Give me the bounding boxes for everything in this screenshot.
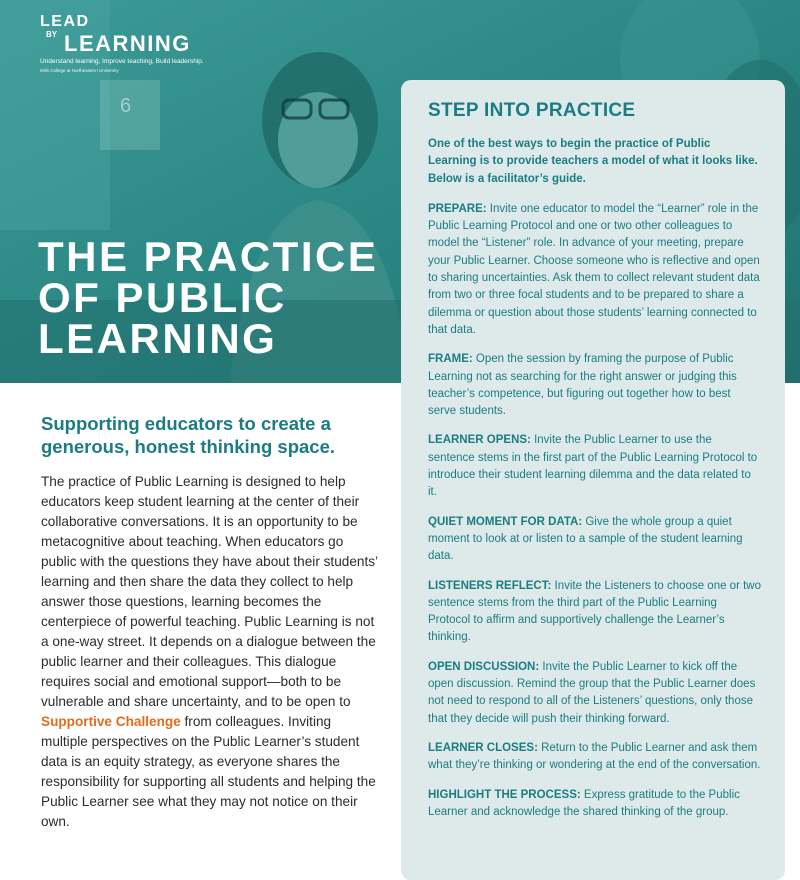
step-label: LISTENERS REFLECT:	[428, 579, 552, 592]
step-label: LEARNER CLOSES:	[428, 741, 538, 754]
logo-by: BY	[46, 30, 58, 39]
logo-lead: LEAD	[40, 13, 90, 30]
step-label: HIGHLIGHT THE PROCESS:	[428, 788, 581, 801]
supportive-challenge-link[interactable]: Supportive Challenge	[41, 714, 181, 729]
step-text: Invite the Listeners to choose one or two sentence stems from the third part of the Public Learning Protocol to affirm and supportively challenge the Learner’s thinking.	[428, 579, 761, 644]
step-text: Give the whole group a quiet moment to look at or listen to a sample of the student learning data.	[428, 515, 743, 563]
intro-body-after-link: from colleagues. Inviting multiple perspectives on the Public Learner’s student data is an equity strategy, as everyone shares the responsibility for supporting all students and helping the Public Learner see what they may not notice on their own.	[41, 714, 376, 829]
step-listeners-reflect	[428, 578, 761, 647]
intro-body-before-link: The practice of Public Learning is designed to help educators keep student learning at the center of their collaborative conversations. It is an opportunity to be metacognitive about teaching. When educators go public with the questions they have about their students’ learning and then share the data they collect to help answer those questions, learning becomes the centerpiece of powerful teaching. Public Learning is not a one-way street. It depends on a dialogue between the public learner and their colleagues. This dialogue requires social and emotional support—both to be vulnerable and share uncertainty, and to be open to	[41, 474, 378, 709]
step-label: FRAME:	[428, 353, 473, 366]
step-text: Invite one educator to model the “Learner” role in the Public Learning Protocol and one or two other colleagues to model the “Listener” role. In advance of your meeting, prepare your Public Learner. Choose someone who is reflective and open to sharing uncertainties. Ask them to collect relevant student data from two or three focal students and to be prepared to share a dilemma or question about those students’ learning connected to that data.	[428, 202, 760, 336]
step-highlight-process	[428, 787, 761, 822]
intro-section	[41, 412, 381, 832]
step-learner-opens	[428, 432, 761, 501]
step-into-practice-panel	[401, 80, 785, 880]
step-text: Invite the Public Learner to use the sentence stems in the first part of the Public Learning Protocol to introduce their student learning dilemma and the data related to it.	[428, 434, 758, 499]
step-quiet-moment	[428, 514, 761, 566]
step-text: Invite the Public Learner to kick off the open discussion. Remind the group that the Public Learner does not need to respond to all of the Listeners’ questions, only those that they decide will push their thinking forward.	[428, 660, 756, 725]
logo-learning: LEARNING	[64, 31, 191, 56]
page-title: THE PRACTICE OF PUBLIC LEARNING	[38, 233, 379, 362]
step-label: QUIET MOMENT FOR DATA:	[428, 515, 583, 528]
step-label: PREPARE:	[428, 202, 487, 215]
practice-title: STEP INTO PRACTICE	[428, 100, 636, 121]
step-open-discussion	[428, 659, 761, 728]
step-text: Open the session by framing the purpose of Public Learning not as searching for the right answer or judging this teacher’s competence, but figuring out together how to best serve students.	[428, 353, 737, 418]
lead-by-learning-logo[interactable]	[40, 14, 204, 73]
practice-intro: One of the best ways to begin the practice of Public Learning is to provide teachers a model of what it looks like. Below is a facilitator’s guide.	[428, 138, 758, 185]
intro-body	[41, 472, 381, 832]
step-learner-closes	[428, 740, 761, 775]
step-prepare	[428, 201, 761, 339]
intro-subtitle: Supporting educators to create a generous, honest thinking space.	[41, 413, 335, 457]
step-text: Return to the Public Learner and ask them what they’re thinking or wondering at the end of the conversation.	[428, 741, 761, 772]
step-text: Express gratitude to the Public Learner and acknowledge the shared thinking of the group.	[428, 788, 740, 818]
step-label: LEARNER OPENS:	[428, 434, 531, 447]
svg-text:6: 6	[120, 95, 132, 117]
step-label: OPEN DISCUSSION:	[428, 660, 540, 673]
step-frame	[428, 351, 761, 420]
logo-tagline: Understand learning, Improve teaching, Build leadership.	[40, 58, 204, 65]
logo-affiliation: Mills College at Northeastern University	[40, 68, 119, 73]
